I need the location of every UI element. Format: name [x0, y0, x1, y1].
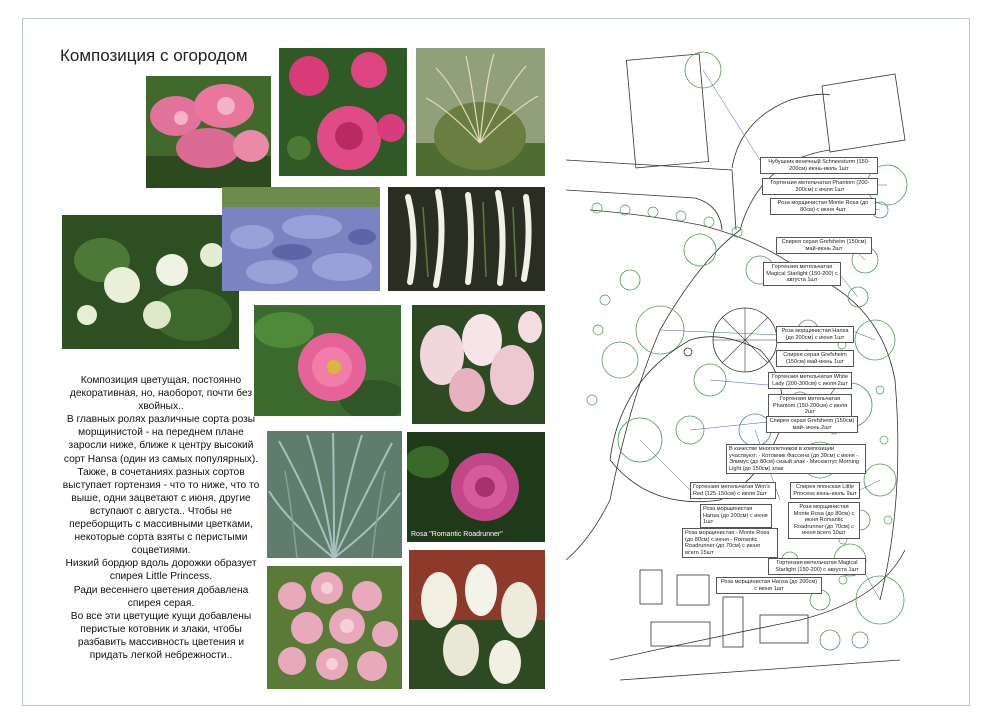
photo-rose-hansa-bush [279, 48, 407, 176]
bed-outline [610, 337, 783, 502]
raised-bed [760, 615, 808, 643]
photo-rose-pink [254, 305, 401, 416]
building-outline [626, 54, 708, 168]
garden-plan [566, 30, 966, 700]
photo-spiraea-white [388, 187, 545, 291]
plan-label-hydrangea-magical-starlight: Гортензия метельчатая Magical Starlight (150-200) с августа 1шт [763, 262, 841, 286]
raised-bed [651, 622, 710, 646]
photo-caption: Rosa "Romantic Roadrunner" [411, 531, 503, 538]
photo-hydrangea-white [62, 215, 239, 349]
plan-label-perennials: В качестве многолетников в композиции участвуют: - Котовник Фассена (до 30см) с июня - Элимус (до 80см) сизый злак - Мискантус Morning Light (до 150см) злак [726, 444, 866, 474]
photo-hydrangea-paniculata [409, 550, 545, 689]
description-paragraph: Во все эти цветущие кущи добавлены перистые котовник и злаки, чтобы разбавить массивность цветения и придать легкой небрежности.. [70, 610, 252, 661]
photo-nepeta [222, 187, 380, 291]
raised-bed [640, 570, 662, 604]
plan-label-spiraea-little-princess: Спирея японская Little Princess июнь-июль 9шт [790, 482, 860, 499]
plan-label-philadelphus: Чубушник венечный Schneesturm (150-200см) июнь-июль 1шт [760, 157, 878, 174]
description-paragraph: Низкий бордюр вдоль дорожки образует спирея Little Princess. [65, 558, 257, 583]
photo-hydrangea-pink [146, 76, 271, 188]
description-paragraph: Композиция цветущая, постоянно декоративная, но, наоборот, почти без хвойных.. [69, 375, 253, 413]
page-title: Композиция с огородом [60, 46, 248, 65]
photo-grass-blue [267, 431, 402, 558]
plan-label-rose-hansa: Роза морщинистая Hansa (до 200см) с июня 1шт [776, 326, 854, 343]
plan-label-hydrangea-wims-red: Гортензия метельчатая Wim's Red (125-150см) с июля 2шт [690, 482, 776, 499]
plan-label-spiraea-grefsheim: Спирея серая Grefsheim (150см) май-июнь 1шт [776, 350, 854, 367]
bed-outline [620, 660, 900, 680]
plan-label-rose-hansa: Роза морщинистая Hansa (до 200см) с июня 1шт [716, 577, 822, 594]
plan-label-hydrangea-phantom: Гортензия метельчатая Phantom (200-300см) с июля 1шт [762, 178, 878, 195]
building-outline [822, 74, 905, 152]
photo-spiraea-pink [267, 566, 402, 689]
plan-label-hydrangea-white-lady: Гортензия метельчатая White Lady (200-300см) с июля 2шт [768, 372, 852, 389]
path-line [566, 190, 722, 230]
plan-label-hydrangea-phantom: Гортензия метельчатая Phantom (150-200см) с июля 2шт [768, 394, 852, 418]
raised-bed [723, 597, 743, 647]
plan-label-spiraea-grefsheim: Спирея серая Grefsheim (150см) май- июнь 2шт [766, 416, 858, 433]
photo-miscanthus [416, 48, 545, 176]
description-paragraph: Также, в сочетаниях разных сортов выступает гортензия - что то ниже, что то выше, одни зацветают с июня, другие вступают с августа.. Чтобы не переборщить с массивными цветками, некоторые сорта взяты с перистыми соцветиями. [62, 466, 260, 557]
description-paragraph: В главных ролях различные сорта розы морщинистой - на переднем плане заросли ниже, ближе к центру высокий сорт Hansa (один из самых популярных). [63, 414, 259, 465]
plan-label-rose-monte-rosa-romantic: Роза морщинистая Monte Rosa (до 80см) с июня Romantic Roadrunner (до 70см) с июня всего 10шт [788, 502, 860, 539]
garden-plan-drawing [566, 30, 966, 700]
description-text [58, 374, 264, 662]
raised-bed [677, 575, 709, 605]
plan-label-rose-rugosa-mix: Роза морщинистая - Monte Rosa (до 80см) с июня - Romantic Roadrunner (до 70см) с июня всего 15шт [682, 528, 778, 558]
feature-circle [684, 348, 692, 356]
plan-label-hydrangea-magical-starlight: Гортензия метельчатая Magical Starlight (150-200) с августа 1шт [768, 558, 866, 575]
plan-label-rose-hansa: Роза морщинистая Hansa (до 200см) с июня 1шт [700, 504, 772, 528]
plan-label-rose-monte-rosa: Роза морщинистая Monte Rosa (до 80см) с июня 4шт [770, 198, 876, 215]
photo-hydrangea-pinkwhite [412, 305, 545, 424]
description-paragraph: Ради весеннего цветения добавлена спирея серая. [73, 584, 249, 609]
photo-rose-romantic-roadrunner [407, 432, 545, 542]
plan-label-spiraea-grefsheim: Спирея серая Grefsheim (150см) май-июнь 2шт [776, 237, 872, 254]
